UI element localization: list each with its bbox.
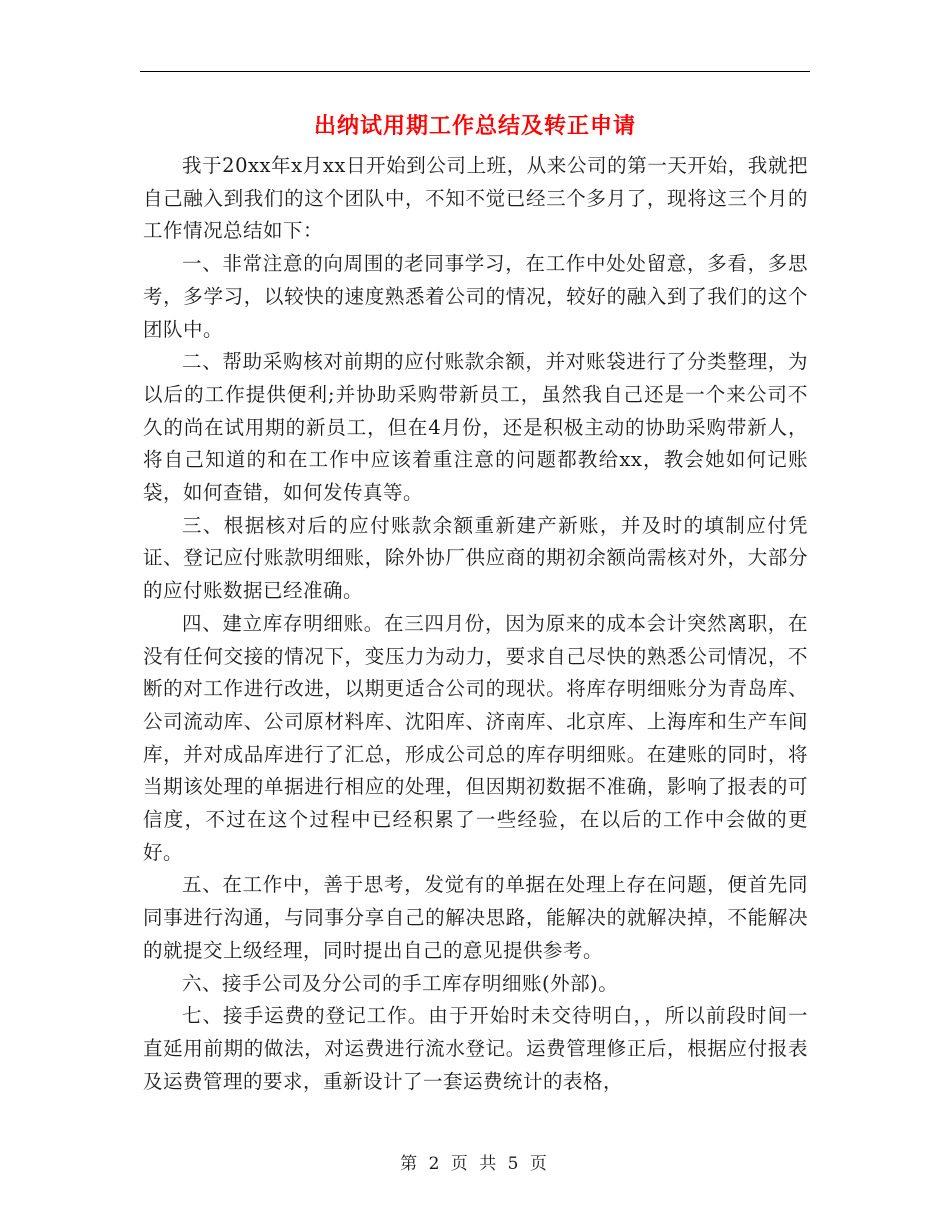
document-title: 出纳试用期工作总结及转正申请: [313, 113, 636, 139]
header-rule: [140, 71, 810, 72]
paragraph-item-4: 四、建立库存明细账。在三四月份，因为原来的成本会计突然离职，在没有任何交接的情况下，变压力为动力，要求自己尽快的熟悉公司情况，不断的对工作进行改进，以期更适合公司的现状。将库存明细账分为青岛库、公司流动库、公司原材料库、沈阳库、济南库、北京库、上海库和生产车间库，并对成品库进行了汇总，形成公司总的库存明细账。在建账的同时，将当期该处理的单据进行相应的处理，但因期初数据不准确，影响了报表的可信度，不过在这个过程中已经积累了一些经验，在以后的工作中会做的更好。: [143, 611, 808, 864]
paragraph-item-2: 二、帮助采购核对前期的应付账款余额，并对账袋进行了分类整理，为以后的工作提供便利;并协助采购带新员工，虽然我自己还是一个来公司不久的尚在试用期的新员工，但在4月份，还是积极主动的协助采购带新人，将自己知道的和在工作中应该着重注意的问题都教给xx，教会她如何记账袋，如何查错，如何发传真等。: [143, 350, 808, 505]
paragraph-item-1: 一、非常注意的向周围的老同事学习，在工作中处处留意，多看，多思考，多学习，以较快的速度熟悉着公司的情况，较好的融入到了我们的这个团队中。: [143, 252, 808, 341]
paragraph-intro: 我于20xx年x月xx日开始到公司上班，从来公司的第一天开始，我就把自己融入到我们的这个团队中，不知不觉已经三个多月了，现将这三个月的工作情况总结如下：: [143, 154, 808, 243]
paragraph-item-7: 七、接手运费的登记工作。由于开始时未交待明白，，所以前段时间一直延用前期的做法，对运费进行流水登记。运费管理修正后，根据应付报表及运费管理的要求，重新设计了一套运费统计的表格，: [143, 1004, 808, 1093]
document-body: [143, 150, 808, 1098]
page-footer: 第 2 页 共 5 页: [400, 1154, 550, 1174]
paragraph-item-6: 六、接手公司及分公司的手工库存明细账(外部)。: [182, 971, 619, 995]
paragraph-item-3: 三、根据核对后的应付账款余额重新建产新账，并及时的填制应付凭证、登记应付账款明细账，除外协厂供应商的期初余额尚需核对外，大部分的应付账数据已经准确。: [143, 513, 808, 603]
paragraph-item-5: 五、在工作中，善于思考，发觉有的单据在处理上存在问题，便首先同同事进行沟通，与同事分享自己的解决思路，能解决的就解决掉，不能解决的就提交上级经理，同时提出自己的意见提供参考。: [143, 873, 808, 962]
